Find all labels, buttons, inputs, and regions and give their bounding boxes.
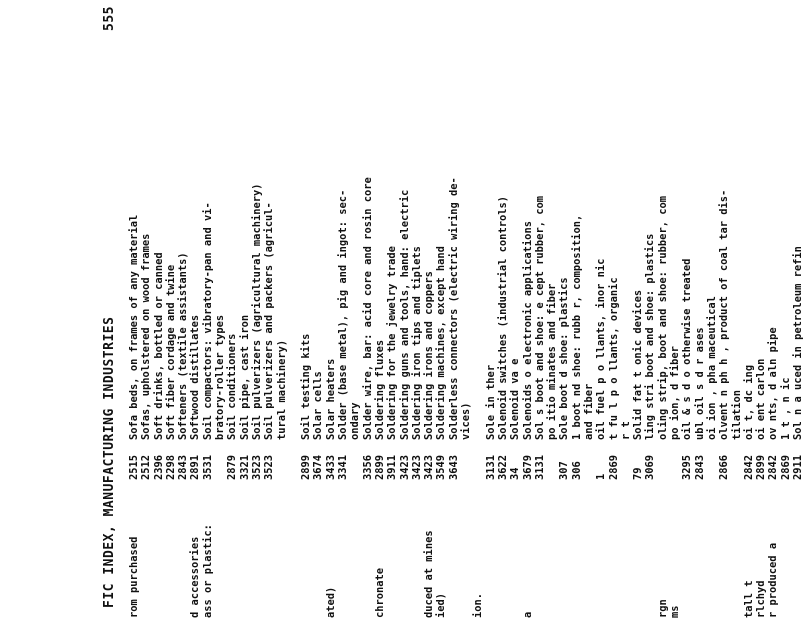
index-entry	[312, 0, 324, 480]
index-entry	[546, 0, 558, 480]
index-entry	[657, 0, 669, 480]
index-entry	[460, 0, 472, 480]
left-fragment	[349, 498, 361, 618]
entry-description: Softwood distillates	[189, 314, 202, 440]
left-fragment	[300, 498, 312, 618]
left-fragment	[706, 498, 718, 618]
index-entry	[595, 0, 607, 480]
entry-description: Soldering iron tips and tiplets	[410, 246, 423, 440]
index-entry	[300, 0, 312, 480]
sic-code: 3679	[521, 454, 534, 480]
entry-description: Sol n a uced in petroleum refin	[792, 246, 804, 440]
left-fragment	[632, 498, 644, 618]
left-fragment: ied)	[435, 592, 448, 618]
sic-code: 2866	[718, 454, 731, 480]
left-fragment	[165, 498, 177, 618]
sic-code: 2869	[779, 454, 792, 480]
left-fragment	[608, 498, 620, 618]
left-fragment: chronate	[373, 567, 386, 618]
left-fragment	[731, 498, 743, 618]
entry-description: Soil conditioners	[226, 333, 239, 440]
left-fragment	[460, 498, 472, 618]
left-fragment: ass or plastic:	[201, 524, 214, 618]
entry-description: Soldering guns and tools, hand: electric	[398, 189, 411, 440]
left-fragment	[546, 498, 558, 618]
index-entry	[374, 0, 386, 480]
left-fragment	[485, 498, 497, 618]
left-fragment: ated)	[324, 586, 337, 618]
left-fragment	[571, 498, 583, 618]
index-entry	[423, 0, 435, 480]
entry-description: oi t, dc ing	[742, 364, 755, 440]
sic-code: 3549	[435, 454, 448, 480]
entry-description: and fiber	[582, 383, 595, 440]
index-entry	[251, 0, 263, 480]
left-fragment	[386, 498, 398, 618]
entry-description: Soil pulverizers (agricultural machinery)	[250, 183, 263, 440]
entry-description: Solder (base metal), pig and ingot: sec-	[337, 189, 350, 440]
entry-description: t fu l p o llants, organic	[607, 277, 620, 440]
left-fragment: d accessories	[189, 536, 202, 618]
sic-code: 2899	[373, 454, 386, 480]
index-entry	[632, 0, 644, 480]
index-entry	[140, 0, 152, 480]
sic-code: 3523	[250, 454, 263, 480]
entry-description: Soft fiber cordage and twine	[164, 264, 177, 440]
index-entry	[362, 0, 374, 480]
entry-description: 1 boot nd shoe: rubb r, composition,	[570, 214, 583, 440]
sic-code: 2515	[128, 454, 140, 480]
left-fragment	[681, 498, 693, 618]
sic-code: 3423	[398, 454, 411, 480]
entry-description: Soldering fluxes	[373, 339, 386, 440]
entry-description: Sol s boot and shoe: e cept rubber, com	[533, 196, 546, 440]
index-entry	[214, 0, 226, 480]
sic-code: 2512	[140, 454, 153, 480]
index-entry	[153, 0, 165, 480]
left-fragment	[312, 498, 324, 618]
left-fragment	[718, 498, 730, 618]
left-fragment	[276, 498, 288, 618]
left-fragment	[177, 498, 189, 618]
index-entry	[411, 0, 423, 480]
entry-description: Softeners (textile assistants)	[177, 252, 190, 440]
entry-description: oil & s d o otherwise treated	[681, 258, 694, 440]
left-fragment	[534, 498, 546, 618]
entry-description: po ion, d fiber	[669, 346, 682, 440]
index-entry	[522, 0, 534, 480]
index-entry	[558, 0, 570, 480]
entry-description: r t	[619, 421, 632, 440]
left-fragment	[239, 498, 251, 618]
entry-description: tural machinery)	[275, 339, 288, 440]
index-entry	[780, 0, 792, 480]
index-entry	[509, 0, 521, 480]
index-entry	[681, 0, 693, 480]
left-fragment: rlchyd	[755, 580, 768, 618]
sic-code: 3423	[423, 454, 436, 480]
index-entry	[128, 0, 140, 480]
left-fragment	[263, 498, 275, 618]
left-fragment: rom purchased	[128, 536, 140, 618]
page-number: 555	[102, 6, 117, 31]
sic-code: 2298	[164, 454, 177, 480]
left-column-fragments	[128, 498, 780, 618]
index-entry	[288, 0, 300, 480]
index-entry	[644, 0, 656, 480]
entry-description: Soil pipe, cast iron	[238, 314, 251, 440]
sic-code: 2899	[755, 454, 768, 480]
entry-description: 1 t , n ic	[779, 377, 792, 440]
sic-code: 2899	[300, 454, 313, 480]
entry-description: ondary	[349, 402, 362, 440]
sic-code: 79	[632, 467, 645, 480]
entry-description: Sole in ther	[484, 364, 497, 440]
sic-code: 3433	[324, 454, 337, 480]
sic-code: 3674	[312, 454, 325, 480]
entry-description: vices)	[460, 402, 473, 440]
entry-description: oil fuel p o llants, inor nic	[595, 258, 608, 440]
left-fragment	[694, 498, 706, 618]
index-entry	[669, 0, 681, 480]
sic-code: 2891	[189, 454, 202, 480]
entry-description: Soil compactors: vibratory-pan and vi-	[201, 202, 214, 440]
index-entry	[226, 0, 238, 480]
left-fragment	[448, 498, 460, 618]
sic-code: 3069	[644, 454, 657, 480]
left-fragment	[411, 498, 423, 618]
entry-description: Solenoid switches (industrial controls)	[496, 196, 509, 440]
sic-code: 3643	[447, 454, 460, 480]
left-fragment	[251, 498, 263, 618]
index-entry	[731, 0, 743, 480]
index-entry	[767, 0, 779, 480]
sic-code: 3356	[361, 454, 374, 480]
entry-description: Soldering machines, except hand	[435, 246, 448, 440]
running-title: FIC INDEX, MANUFACTURING INDUSTRIES	[102, 316, 117, 608]
sic-code: 3523	[263, 454, 276, 480]
left-fragment	[214, 498, 226, 618]
sic-code: 3131	[484, 454, 497, 480]
index-entry	[472, 0, 484, 480]
sic-code: 3295	[681, 454, 694, 480]
sic-code: 3423	[410, 454, 423, 480]
entry-description: oi ent carlon	[755, 358, 768, 440]
sic-code: 2911	[792, 454, 804, 480]
index-entry	[165, 0, 177, 480]
entry-description: Sofas, upholstered on wood frames	[140, 233, 153, 440]
entry-description: Soil testing kits	[300, 333, 313, 440]
sic-code: 2842	[742, 454, 755, 480]
left-fragment: ms	[669, 605, 682, 618]
sic-code: 2842	[767, 454, 780, 480]
entry-description: Sole boot d shoe: plastics	[558, 277, 571, 440]
entry-description: ov nts, d aln pipe	[767, 327, 780, 440]
sic-code: 3341	[337, 454, 350, 480]
left-fragment	[288, 498, 300, 618]
entry-description: olvent n ph h , product of coal tar dis-	[718, 189, 731, 440]
left-fragment: r produced a	[767, 542, 780, 618]
index-entry	[276, 0, 288, 480]
entry-description: Sofa beds, on frames of any material	[128, 214, 140, 440]
index-entries-column	[128, 0, 804, 480]
entry-description: Solid fat t onic devices	[632, 289, 645, 440]
index-entry	[620, 0, 632, 480]
index-entry	[534, 0, 546, 480]
index-entry	[202, 0, 214, 480]
index-entry	[349, 0, 361, 480]
left-fragment	[362, 498, 374, 618]
sic-code: 307	[558, 461, 571, 480]
left-fragment: a	[521, 611, 534, 618]
sic-code: 2843	[177, 454, 190, 480]
left-fragment	[226, 498, 238, 618]
entry-description: Soil pulverizers and packers (agricul-	[263, 202, 276, 440]
left-fragment	[595, 498, 607, 618]
index-entry	[694, 0, 706, 480]
entry-description: Solar cells	[312, 371, 325, 440]
index-entry	[755, 0, 767, 480]
left-fragment	[509, 498, 521, 618]
left-fragment: ion.	[472, 592, 485, 618]
index-entry	[239, 0, 251, 480]
left-fragment	[140, 498, 152, 618]
entry-description: Soldering for the jewelry trade	[386, 246, 399, 440]
sic-code: 306	[570, 461, 583, 480]
index-entry	[386, 0, 398, 480]
sic-code: 3131	[533, 454, 546, 480]
index-entry	[608, 0, 620, 480]
left-fragment	[337, 498, 349, 618]
entry-description: Solenoids o electronic applications	[521, 221, 534, 440]
entry-description: Solenoid va e	[509, 358, 522, 440]
index-entry	[485, 0, 497, 480]
left-fragment: tall t	[742, 580, 755, 618]
sic-code: 2843	[693, 454, 706, 480]
left-fragment	[497, 498, 509, 618]
sic-code: 2396	[152, 454, 165, 480]
left-fragment	[558, 498, 570, 618]
index-entry	[706, 0, 718, 480]
index-entry	[571, 0, 583, 480]
left-fragment: duced at mines	[423, 530, 436, 618]
index-entry	[583, 0, 595, 480]
entry-description: bratory-roller types	[214, 314, 227, 440]
index-entry	[325, 0, 337, 480]
entry-description: Solar heaters	[324, 358, 337, 440]
page-header	[96, 0, 126, 618]
index-entry	[743, 0, 755, 480]
index-entry	[337, 0, 349, 480]
index-entry	[497, 0, 509, 480]
sic-code: 34	[509, 467, 522, 480]
sic-code: 2869	[607, 454, 620, 480]
entry-description: oi ion , pha maceutical	[705, 296, 718, 440]
sic-code: 1	[595, 473, 608, 480]
index-entry	[263, 0, 275, 480]
index-entry	[718, 0, 730, 480]
left-fragment: rgn	[656, 599, 669, 618]
index-entry	[189, 0, 201, 480]
sic-code: 3321	[238, 454, 251, 480]
entry-description: Solder wire, bar: acid core and rosin core	[361, 177, 374, 440]
entry-description: Soldering irons and coppers	[423, 271, 436, 440]
entry-description: ling stri boot and shoe: plastics	[644, 233, 657, 440]
entry-description: Soft drinks, bottled or canned	[152, 252, 165, 440]
sic-code: 2879	[226, 454, 239, 480]
sic-code: 3531	[201, 454, 214, 480]
entry-description: tilation	[730, 389, 743, 440]
left-fragment	[399, 498, 411, 618]
entry-description: ubl oil s d r ases	[693, 327, 706, 440]
left-fragment	[644, 498, 656, 618]
entry-description: po itio minates and fiber	[546, 283, 559, 440]
index-entry	[448, 0, 460, 480]
left-fragment	[153, 498, 165, 618]
left-fragment	[620, 498, 632, 618]
index-entry	[399, 0, 411, 480]
index-entry	[792, 0, 804, 480]
left-fragment	[583, 498, 595, 618]
index-entry	[435, 0, 447, 480]
sic-code: 3911	[386, 454, 399, 480]
index-entry	[177, 0, 189, 480]
entry-description: oling strip, boot and shoe: rubber, com	[656, 196, 669, 440]
entry-description: Solderless connectors (electric wiring de-	[447, 177, 460, 440]
sic-code: 3622	[496, 454, 509, 480]
